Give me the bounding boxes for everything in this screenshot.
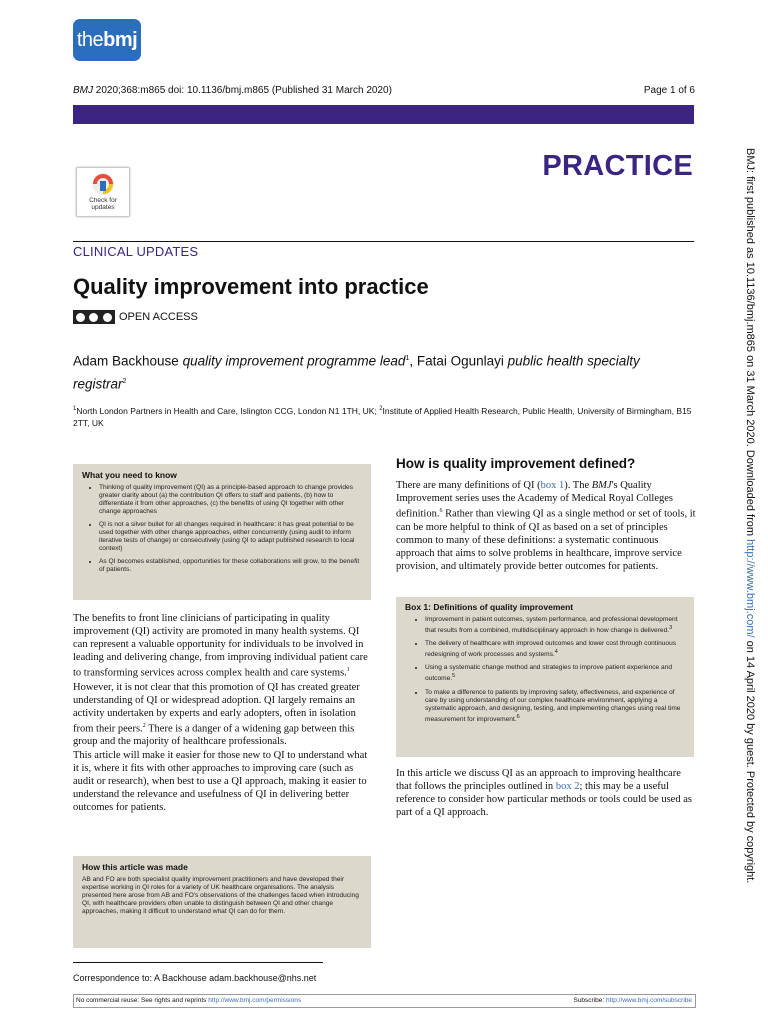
author-2-role: public health specialty registrar bbox=[73, 353, 640, 391]
article-title: Quality improvement into practice bbox=[73, 274, 429, 299]
text: BMJ bbox=[591, 480, 612, 491]
right-column-text-2 bbox=[396, 767, 696, 820]
sidebar-text: BMJ: first published as 10.1136/bmj.m865 on 31 March 2020. Downloaded from bbox=[744, 148, 756, 540]
check-updates-label: Check for updates bbox=[89, 197, 117, 211]
box-1-definitions bbox=[396, 597, 694, 757]
what-you-need-to-know-box bbox=[73, 464, 371, 600]
footer-right-text: Subscribe: bbox=[573, 997, 607, 1004]
paragraph bbox=[73, 681, 373, 749]
affiliation-2: Institute of Applied Health Research, Public Health, University of Birmingham, B15 2TT, UK bbox=[73, 405, 692, 428]
check-for-updates-button[interactable] bbox=[76, 167, 130, 217]
affiliations bbox=[73, 403, 694, 429]
author-1-name: Adam Backhouse bbox=[73, 353, 183, 369]
header-bar bbox=[73, 105, 694, 124]
permissions-link[interactable]: http://www.bmj.com/permissions bbox=[208, 997, 302, 1004]
made-text: AB and FO are both specialist quality improvement practitioners and have developed their expertise working in QI roles for a variety of UK healthcare organisations. The analysis presented here arose from AB and FO's observations of the challenges faced when introducing QI, with healthcare providers often unable to distinguish between QI and other change approaches, making it difficult to understand what QI can do for them. bbox=[82, 876, 359, 915]
divider bbox=[73, 962, 323, 963]
affiliation-1: North London Partners in Health and Care, Islington CCG, London N1 1TH, UK; bbox=[76, 405, 380, 416]
citation-journal: BMJ bbox=[73, 85, 93, 96]
right-column-text bbox=[396, 479, 696, 574]
text: The benefits to front line clinicians of participating in quality improvement (QI) activity are promoted in many health systems. QI can represent a valuable opportunity for individuals to be involved in leading and delivering change, from improving individual patient care to transforming services across complex health and care systems. bbox=[73, 613, 368, 679]
open-access-badge bbox=[73, 310, 198, 324]
bmj-logo[interactable] bbox=[73, 19, 141, 61]
paragraph bbox=[396, 767, 696, 819]
text: 's Quality Improvement series uses the Academy of Medical Royal Colleges definition. bbox=[396, 480, 674, 520]
text: In this article we discuss QI as an approach to improving healthcare that follows the principles outlined in bbox=[396, 768, 681, 792]
article-category: CLINICAL UPDATES bbox=[73, 244, 199, 259]
sidebar-text: on 14 April 2020 by guest. Protected by copyright. bbox=[744, 637, 756, 884]
logo-bmj: bmj bbox=[103, 28, 138, 51]
paragraph bbox=[396, 479, 696, 573]
page-number: Page 1 of 6 bbox=[643, 85, 695, 96]
box1-heading: Box 1: Definitions of quality improvement bbox=[405, 602, 574, 612]
know-heading: What you need to know bbox=[82, 470, 177, 480]
bmj-link[interactable]: http://www.bmj.com/ bbox=[744, 539, 756, 638]
list-item: • Using a systematic change method and strategies to improve patient experience and outcome.$^5$ bbox=[425, 664, 684, 683]
how-article-made-box bbox=[73, 856, 371, 948]
affil-sup-1: 1 bbox=[73, 406, 77, 412]
divider bbox=[73, 241, 694, 242]
footer-left bbox=[76, 995, 301, 1007]
text: There is a danger of a widening gap between this group and the majority of healthcare professionals. bbox=[73, 723, 355, 747]
citation-rest: 2020;368:m865 doi: 10.1136/bmj.m865 (Published 31 March 2020) bbox=[93, 85, 392, 96]
ref-sup: 6 bbox=[439, 508, 443, 514]
list-item: • The delivery of healthcare with improved outcomes and lower cost through continuous redesigning of work processes and systems.$^4$ bbox=[425, 640, 684, 659]
copyright-sidebar bbox=[740, 148, 756, 883]
section-heading: How is quality improvement defined? bbox=[396, 456, 636, 471]
list-item: • As QI becomes established, opportunities for these collaborations will grow, to the benefit of patients. bbox=[99, 558, 361, 574]
creative-commons-icon bbox=[73, 310, 115, 324]
citation bbox=[73, 85, 392, 96]
check-updates-icon bbox=[91, 172, 115, 196]
paragraph: This article will make it easier for those new to QI to understand what it is, where it fits with other approaches to improving care (such as audit or research), when best to use a QI approach, making it easier to understand the relevance and usefulness of QI in delivering better outcomes for patients. bbox=[73, 750, 368, 813]
text: There are many definitions of QI ( bbox=[396, 480, 541, 491]
text: Rather than viewing QI as a single method or set of tools, it can be more helpful to think of QI as based on a set of principles common to many of these definitions: a systematic continuous approach that aims to solve problems in healthcare, improve service provision, and ultimately provide better outcomes for patients. bbox=[396, 508, 696, 572]
list-item: • To make a difference to patients by improving safety, effectiveness, and experience of care by using understanding of our complex healthcare environment, applying a systematic approach, and designing, testing, and implementing changes using real time measurement for improvement.$^6$ bbox=[425, 689, 684, 724]
logo-the: the bbox=[76, 28, 104, 51]
list-item: • QI is not a silver bullet for all changes required in healthcare: it has great potential to be used together with other change approaches, either concurrently (using audit to inform iterative tests of change) or consecutively (using QI to adapt published research to local context) bbox=[99, 521, 361, 553]
box-1-link[interactable]: box 1 bbox=[540, 480, 565, 491]
ref-sup: 2 bbox=[142, 722, 146, 729]
text: However, it is not clear that this promotion of QI has created greater understanding of QI or widespread adoption. QI largely remains an activity undertaken by experts and early adopters, often in isolation from their peers. bbox=[73, 681, 360, 734]
paragraph bbox=[73, 612, 373, 680]
author-list bbox=[73, 349, 694, 394]
list-item: • Thinking of quality improvement (QI) as a principle-based approach to change provides greater clarity about (a) the contribution QI offers to staff and patients, (b) how to differentiate it from other approaches, (c) the benefits of using QI together with other change approaches bbox=[99, 484, 361, 516]
text: ). The bbox=[564, 480, 592, 491]
footer-right bbox=[573, 995, 692, 1007]
open-access-label: OPEN ACCESS bbox=[119, 311, 198, 323]
section-title: PRACTICE bbox=[542, 150, 693, 182]
author-2-sup: 2 bbox=[122, 377, 127, 385]
made-heading: How this article was made bbox=[82, 862, 188, 872]
box-2-link[interactable]: box 2 bbox=[555, 781, 580, 792]
list-item: • Improvement in patient outcomes, system performance, and professional development that results from a combined, multidisciplinary approach in how change is delivered.$^3$ bbox=[425, 616, 684, 635]
author-1-sup: 1 bbox=[405, 355, 410, 362]
author-2-name: , Fatai Ogunlayi bbox=[409, 353, 508, 369]
text: ; this may be a useful reference to consider how particular methods or tools could be used as part of a QI approach. bbox=[396, 781, 692, 818]
affil-sup-2: 2 bbox=[379, 406, 383, 412]
ref-sup: 1 bbox=[346, 667, 350, 673]
footer bbox=[73, 994, 696, 1008]
footer-left-text: No commercial reuse: See rights and reprints bbox=[76, 997, 209, 1004]
left-column-text bbox=[73, 612, 373, 815]
correspondence: Correspondence to: A Backhouse adam.backhouse@nhs.net bbox=[73, 973, 317, 983]
author-1-role: quality improvement programme lead bbox=[182, 353, 406, 369]
subscribe-link[interactable]: http://www.bmj.com/subscribe bbox=[606, 997, 692, 1004]
